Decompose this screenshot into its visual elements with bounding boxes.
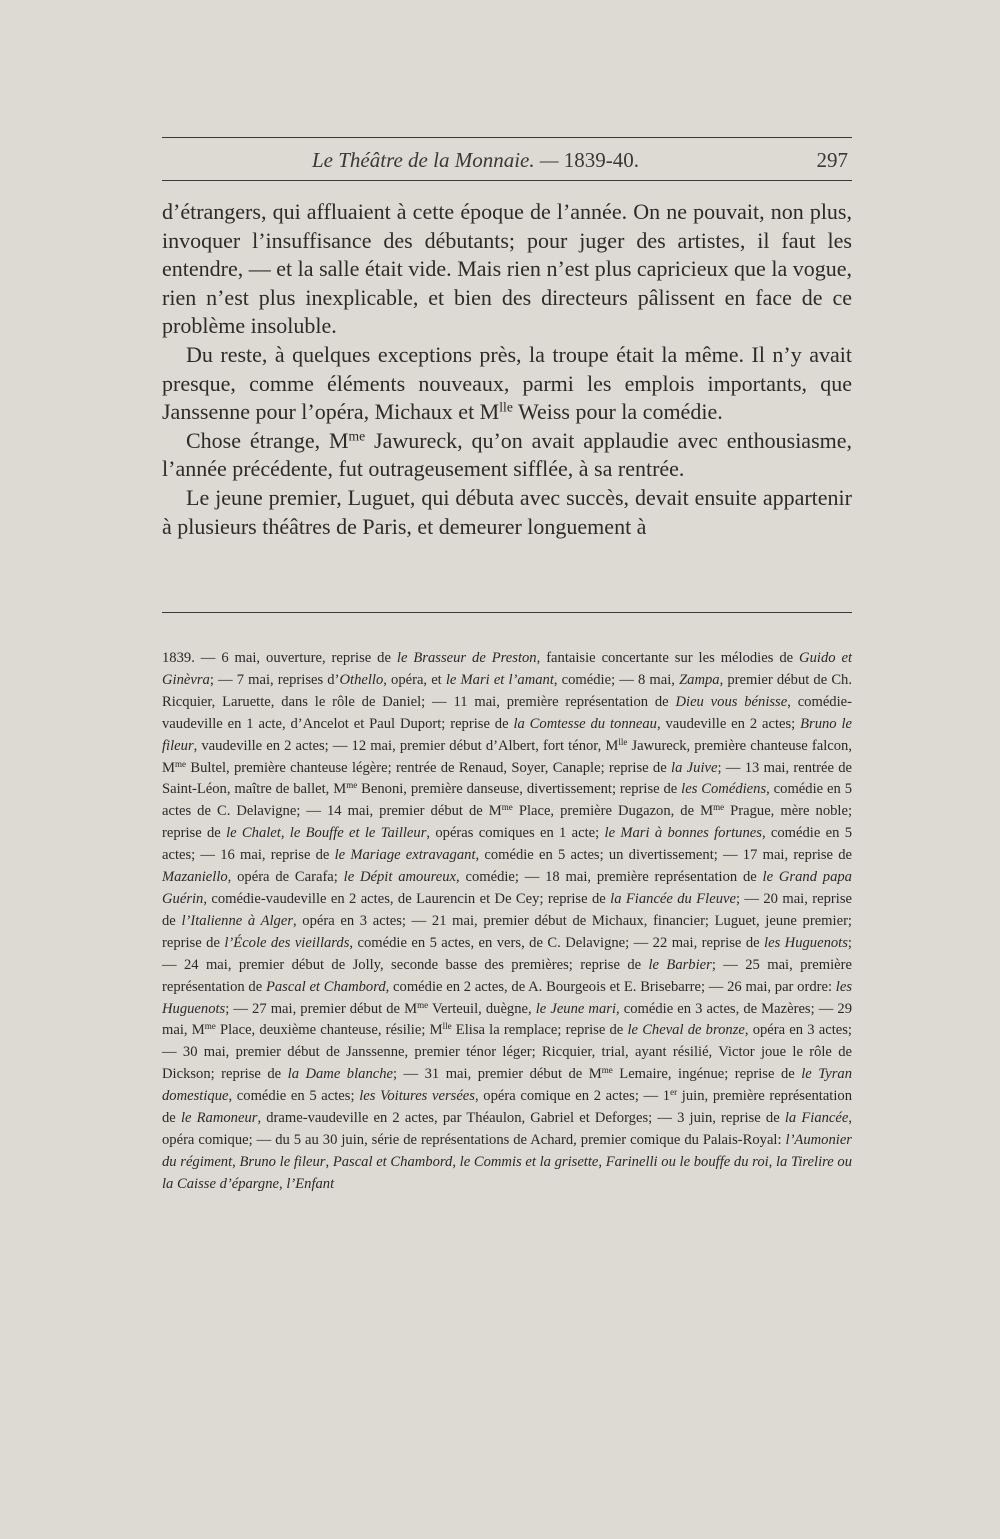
footnote-segment: Place, deuxième chanteuse, résilie; M (215, 1022, 443, 1039)
footnote-segment: 1839. — 6 mai, ouverture, reprise de (162, 650, 397, 666)
work-title: le Mari à bonnes fortunes (604, 825, 762, 842)
superscript: lle (442, 1021, 452, 1032)
work-title: le Dépit amoureux (343, 869, 457, 886)
footnote-separator-rule (162, 612, 852, 613)
work-title: le Bouffe et le Tailleur (289, 825, 427, 842)
footnote-segment: Jawureck, première chanteuse falcon, M (162, 737, 852, 776)
superscript: me (174, 758, 187, 769)
work-title: la Dame blanche (287, 1066, 394, 1083)
work-title: Guido et Ginèvra (162, 650, 853, 688)
footnote-segment: , comédie en 5 actes; — 16 mai, reprise de (162, 825, 852, 864)
footnote-segment: , (232, 1153, 240, 1170)
footnote-segment: , opéra comique en 2 actes; — 1 (474, 1088, 671, 1105)
header-top-rule (162, 137, 852, 138)
work-title: Pascal et Chambord (332, 1153, 453, 1170)
footnote-segment: Prague, mère noble; reprise de (162, 803, 852, 842)
footnote-segment: ; — 7 mai, reprises d’ (209, 671, 340, 688)
footnote-segment: , comédie en 5 actes; un divertissement; — 17 mai, reprise de (475, 847, 852, 864)
header-bottom-rule (162, 180, 852, 181)
footnote-segment: , comédie; — 18 mai, première représentation de (456, 869, 763, 886)
work-title: le Mari et l’amant (445, 671, 554, 688)
footnote-segment: , (280, 825, 290, 842)
paragraph: d’étrangers, qui affluaient à cette époque de l’année. On ne pouvait, non plus, invoquer l’insuffisance des débutants; pour juger des artistes, il faut les entendre, — et la salle était vide. Mais rien n’est plus capricieux que la vogue, rien n’est plus inexplicable, et bien des directeurs pâlissent en face de ce problème insoluble. (162, 199, 852, 339)
work-title: Mazaniello (162, 869, 228, 886)
work-title: l’Enfant (286, 1175, 335, 1192)
work-title: le Barbier (648, 956, 712, 973)
footnote-segment: Lemaire, ingénue; reprise de (612, 1066, 802, 1083)
superscript: me (501, 802, 513, 813)
superscript: me (204, 1021, 216, 1032)
work-title: les Voitures versées (359, 1088, 475, 1105)
footnote-segment: juin, première représentation de (162, 1088, 852, 1127)
footnote-segment: Bultel, première chanteuse légère; rentrée de Renaud, Soyer, Canaple; reprise de (186, 759, 672, 776)
work-title: la Juive (671, 759, 718, 776)
work-title: le Cheval de bronze (627, 1022, 745, 1039)
work-title: le Tyran domestique (162, 1066, 853, 1105)
footnote-segment: , vaudeville en 2 actes; — 12 mai, premier début d’Albert, fort ténor, M (193, 737, 619, 754)
footnote-segment: , comédie en 5 actes, en vers, de C. Delavigne; — 22 mai, reprise de (349, 934, 765, 951)
footnote-segment: , drame-vaudeville en 2 actes, par Théaulon, Gabriel et Deforges; — 3 juin, reprise de (257, 1110, 785, 1127)
footnote-segment: ; — 20 mai, reprise de (162, 890, 852, 929)
work-title: le Ramoneur (180, 1110, 258, 1127)
footnote-segment: , opéra en 3 actes; — 30 mai, premier début de Janssenne, premier ténor léger; Ricquier, trial, ayant résilié, Victor joue le rôle de Dickson; reprise de (162, 1022, 852, 1083)
paragraph: Du reste, à quelques exceptions près, la troupe était la même. Il n’y avait presque, comme éléments nouveaux, parmi les emplois importants, que Janssenne pour l’opéra, Michaux et $M^{lle}$ Weiss pour la comédie. (162, 341, 852, 425)
work-title: Pascal et Chambord (265, 978, 386, 995)
superscript: me (713, 802, 725, 813)
footnote-segment: ; — 27 mai, premier début de M (225, 1000, 418, 1017)
work-title: Zampa (679, 671, 720, 688)
superscript: me (601, 1065, 613, 1076)
work-title: la Tirelire ou la Caisse d’épargne (162, 1153, 853, 1192)
work-title: Dieu vous bénisse (675, 693, 788, 710)
footnote-segment: Benoni, première danseuse, divertissement; reprise de (357, 781, 682, 798)
paragraph: Chose étrange, $M^{me}$ Jawureck, qu’on avait applaudie avec enthousiasme, l’année précédente, fut outrageusement sifflée, à sa rentrée. (162, 427, 853, 482)
work-title: Farinelli ou le bouffe du roi (605, 1153, 769, 1170)
footnote-segment: , opéra, et (383, 671, 446, 688)
footnote-text (162, 648, 852, 1196)
running-title: Le Théâtre de la Monnaie. — 1839-40. (312, 148, 640, 172)
footnote-segment: ; — 13 mai, rentrée de Saint-Léon, maître de ballet, M (162, 759, 852, 798)
work-title: l’Italienne à Alger (181, 912, 293, 929)
footnote-segment: , comédie-vaudeville en 1 acte, d’Ancelot et Paul Duport; reprise de (162, 693, 852, 732)
work-title: la Fiancée (784, 1110, 849, 1127)
work-title: les Huguenots (764, 934, 848, 951)
footnote-segment: Verteuil, duègne, (428, 1000, 536, 1017)
work-title: le Commis et la grisette (459, 1153, 599, 1170)
superscript: me (417, 999, 429, 1010)
footnote-segment: , comédie en 5 actes de C. Delavigne; — 14 mai, premier début de M (162, 781, 852, 820)
footnote-segment: ; — 24 mai, premier début de Jolly, seconde basse des premières; reprise de (162, 934, 852, 973)
work-title: les Huguenots (162, 978, 852, 1017)
footnote-segment: , comédie; — 8 mai, (553, 671, 680, 688)
work-title: le Brasseur de Preston (396, 650, 537, 666)
work-title: la Fiancée du Fleuve (610, 890, 736, 907)
footnote-segment: , opéras comiques en 1 acte; (426, 825, 605, 842)
footnote-segment: , opéra de Carafa; (227, 869, 344, 886)
footnote-segment: , fantaisie concertante sur les mélodies de (536, 650, 800, 666)
superscript: lle (618, 736, 628, 747)
footnote-segment: , comédie en 5 actes; (228, 1088, 360, 1105)
body-text (162, 198, 852, 541)
footnote-segment: , premier début de Ch. Ricquier, Laruette, dans le rôle de Daniel; — 11 mai, première représentation de (162, 671, 852, 710)
work-title: les Comédiens (681, 781, 767, 798)
work-title: l’Aumonier du régiment (162, 1131, 852, 1170)
footnote-segment: , opéra en 3 actes; — 21 mai, premier début de Michaux, financier; Luguet, jeune premier; reprise de (162, 912, 852, 951)
work-title: Othello (339, 671, 384, 688)
footnote-segment: , (768, 1153, 776, 1170)
footnote (162, 648, 852, 1196)
running-head (162, 143, 852, 177)
work-title: le Chalet (226, 825, 281, 842)
footnote-segment: , comédie-vaudeville en 2 actes, de Laurencin et De Cey; reprise de (203, 890, 611, 907)
footnote-segment: , comédie en 2 actes, de A. Bourgeois et E. Brisebarre; — 26 mai, par ordre: (385, 978, 836, 995)
superscript: me (346, 780, 358, 791)
footnote-segment: , (452, 1153, 460, 1170)
work-title: Bruno le fileur (239, 1153, 326, 1170)
work-title: l’École des vieillards (224, 934, 350, 951)
footnote-segment: , vaudeville en 2 actes; (656, 715, 801, 732)
work-title: le Mariage extravagant (334, 847, 476, 864)
work-title: Bruno le fileur (162, 715, 852, 754)
superscript: er (670, 1087, 678, 1098)
page-number: 297 (816, 148, 848, 172)
footnote-segment: , (598, 1153, 606, 1170)
footnote-segment: , comédie en 3 actes, de Mazères; — 29 mai, M (162, 1000, 852, 1039)
footnote-segment: Place, première Dugazon, de M (512, 803, 714, 820)
footnote-segment: , opéra comique; — du 5 au 30 juin, série de représentations de Achard, premier comique du Palais-Royal: (162, 1110, 853, 1148)
work-title: le Grand papa Guérin (162, 869, 852, 907)
footnote-segment: , (279, 1175, 287, 1192)
footnote-segment: , (325, 1153, 333, 1170)
paragraph: Le jeune premier, Luguet, qui débuta avec succès, devait ensuite appartenir à plusieurs théâtres de Paris, et demeurer longuement à (162, 484, 852, 539)
footnote-segment: ; — 31 mai, premier début de M (393, 1066, 602, 1083)
footnote-segment: ; — 25 mai, première représentation de (162, 956, 852, 995)
work-title: le Jeune mari (535, 1000, 617, 1017)
footnote-segment: Elisa la remplace; reprise de (451, 1022, 628, 1039)
work-title: la Comtesse du tonneau (513, 715, 657, 732)
